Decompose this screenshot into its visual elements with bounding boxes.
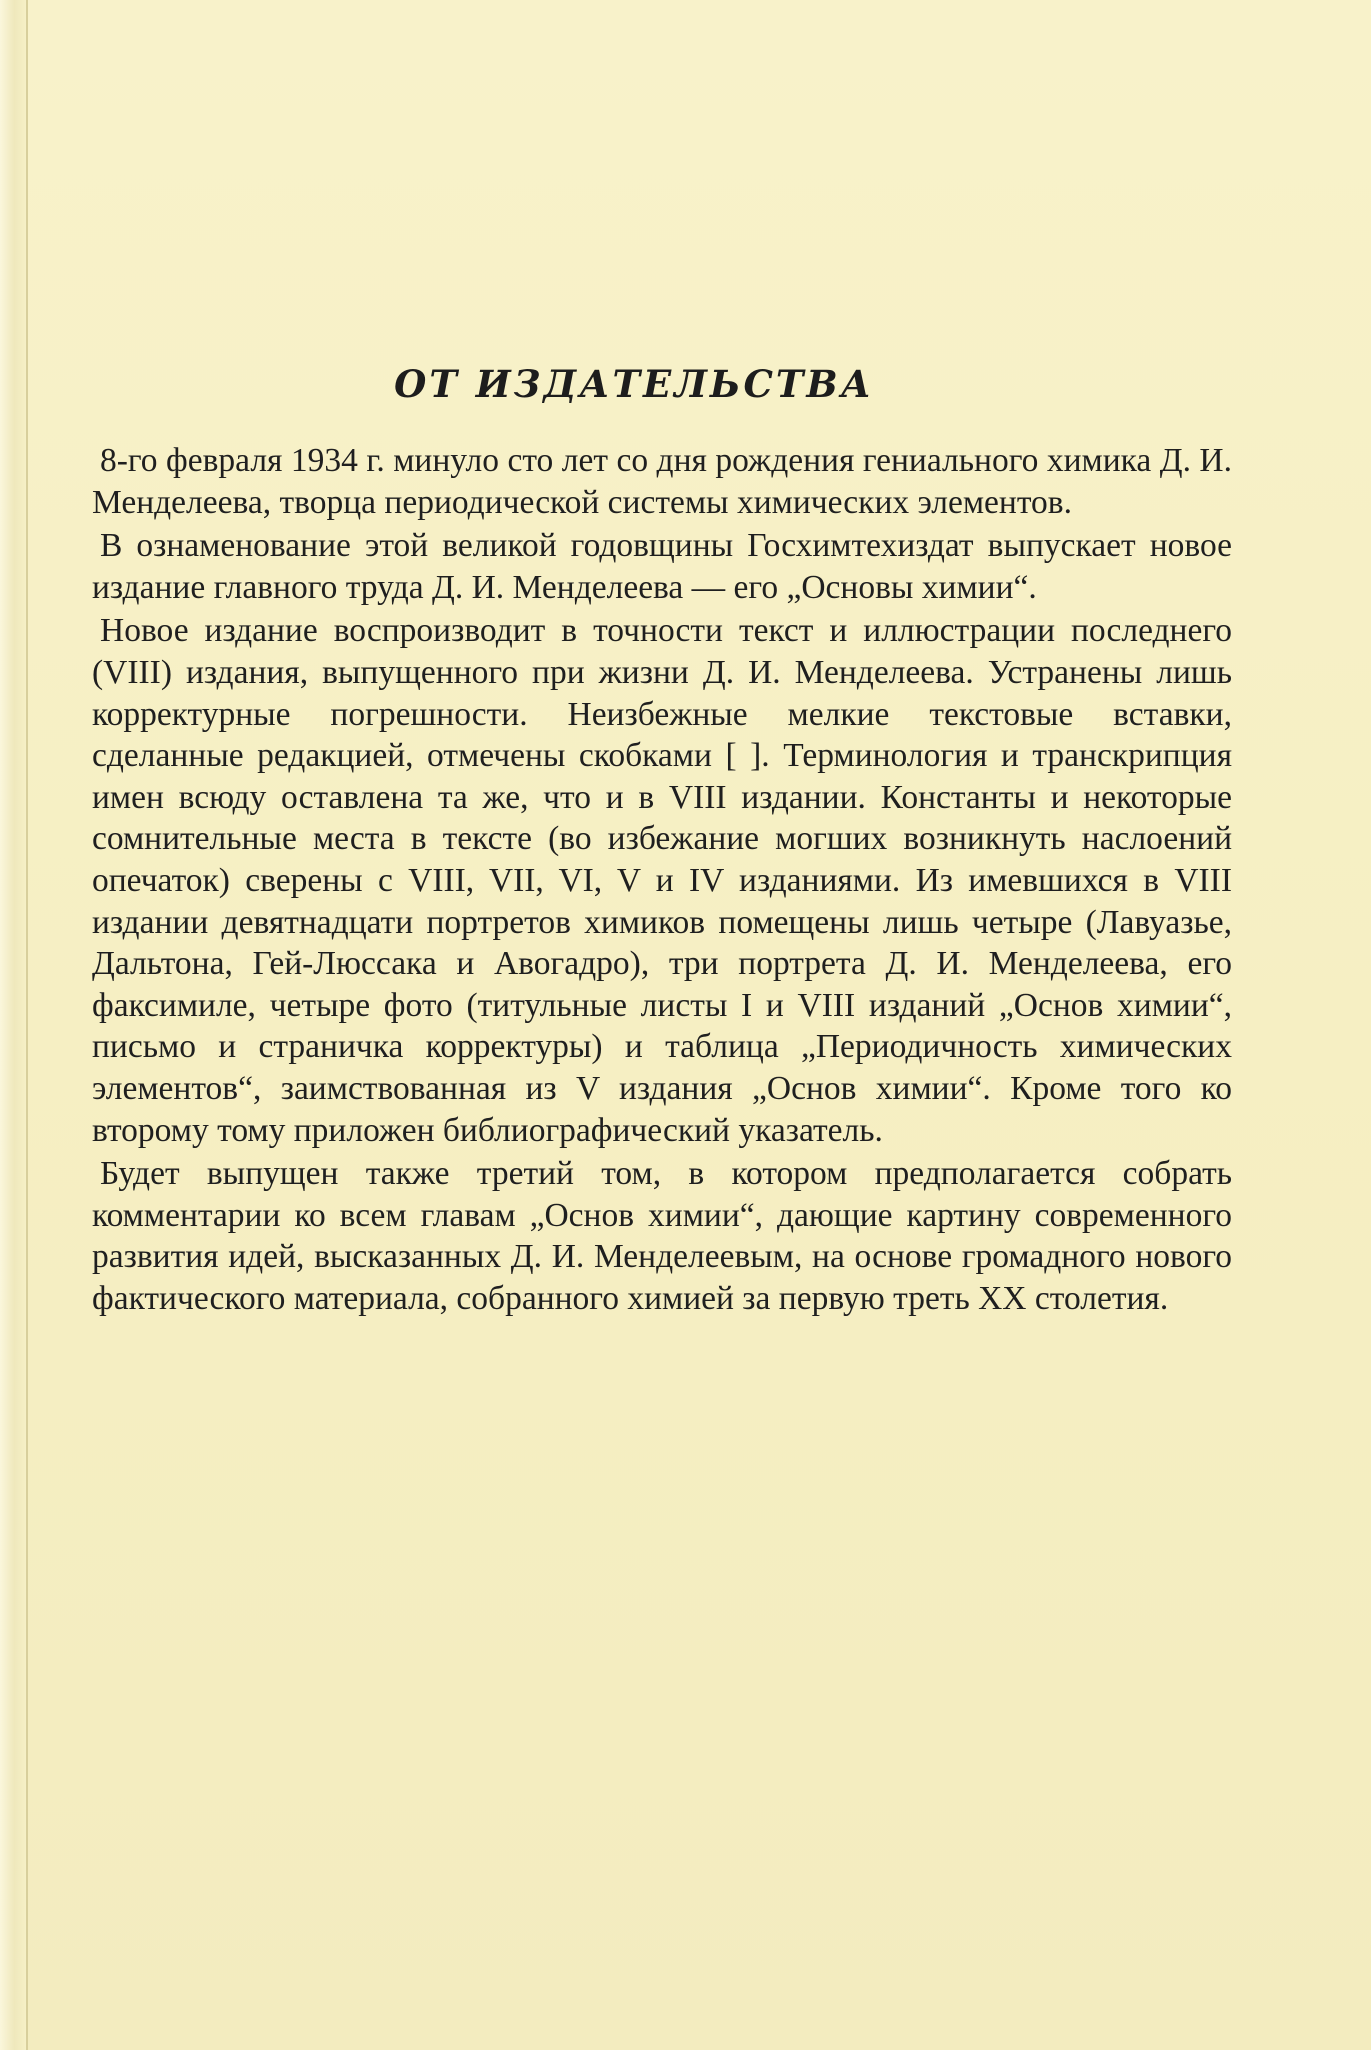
body-text — [92, 440, 1232, 1319]
section-heading: ОТ ИЗДАТЕЛЬСТВА — [394, 362, 874, 406]
paragraph-anniversary: 8-го февраля 1934 г. минуло сто лет со дня рождения гениального химика Д. И. Менделеева, творца периодической системы химических элементов. — [92, 442, 1232, 521]
paragraph-new-edition: В ознаменование этой великой годовщины Госхимтехиздат выпускает новое издание главного труда Д. И. Менделеева — его „Основы химии“. — [92, 527, 1232, 606]
paragraph-edition-details: Новое издание воспроизводит в точности текст и иллюстрации последнего (VIII) издания, выпущенного при жизни Д. И. Менделеева. Устранены лишь корректурные погрешности. Неизбежные мелкие текстовые вставки, сделанные редакцией, отмечены скобками [ ]. Терминология и транскрипция имен всюду оставлена та же, что и в VIII издании. Константы и некоторые сомнительные места в тексте (во избежание могших возникнуть наслоений опечаток) сверены с VIII, VII, VI, V и IV изданиями. Из имевшихся в VIII издании девятнадцати портретов химиков помещены лишь четыре (Лавуазье, Дальтона, Гей-Люссака и Авогадро), три портрета Д. И. Менделеева, его факсимиле, четыре фото (титульные листы I и VIII изданий „Основ химии“, письмо и страничка корректуры) и таблица „Периодичность химических элементов“, заимствованная из V издания „Основ химии“. Кроме того ко второму тому приложен библиографический указатель. — [92, 612, 1232, 1149]
page-binding-edge — [0, 0, 28, 2050]
paragraph-third-volume: Будет выпущен также третий том, в котором предполагается собрать комментарии ко всем главам „Основ химии“, дающие картину современного развития идей, высказанных Д. И. Менделеевым, на основе громадного нового фактического материала, собранного химией за первую треть XX столетия. — [92, 1155, 1232, 1317]
